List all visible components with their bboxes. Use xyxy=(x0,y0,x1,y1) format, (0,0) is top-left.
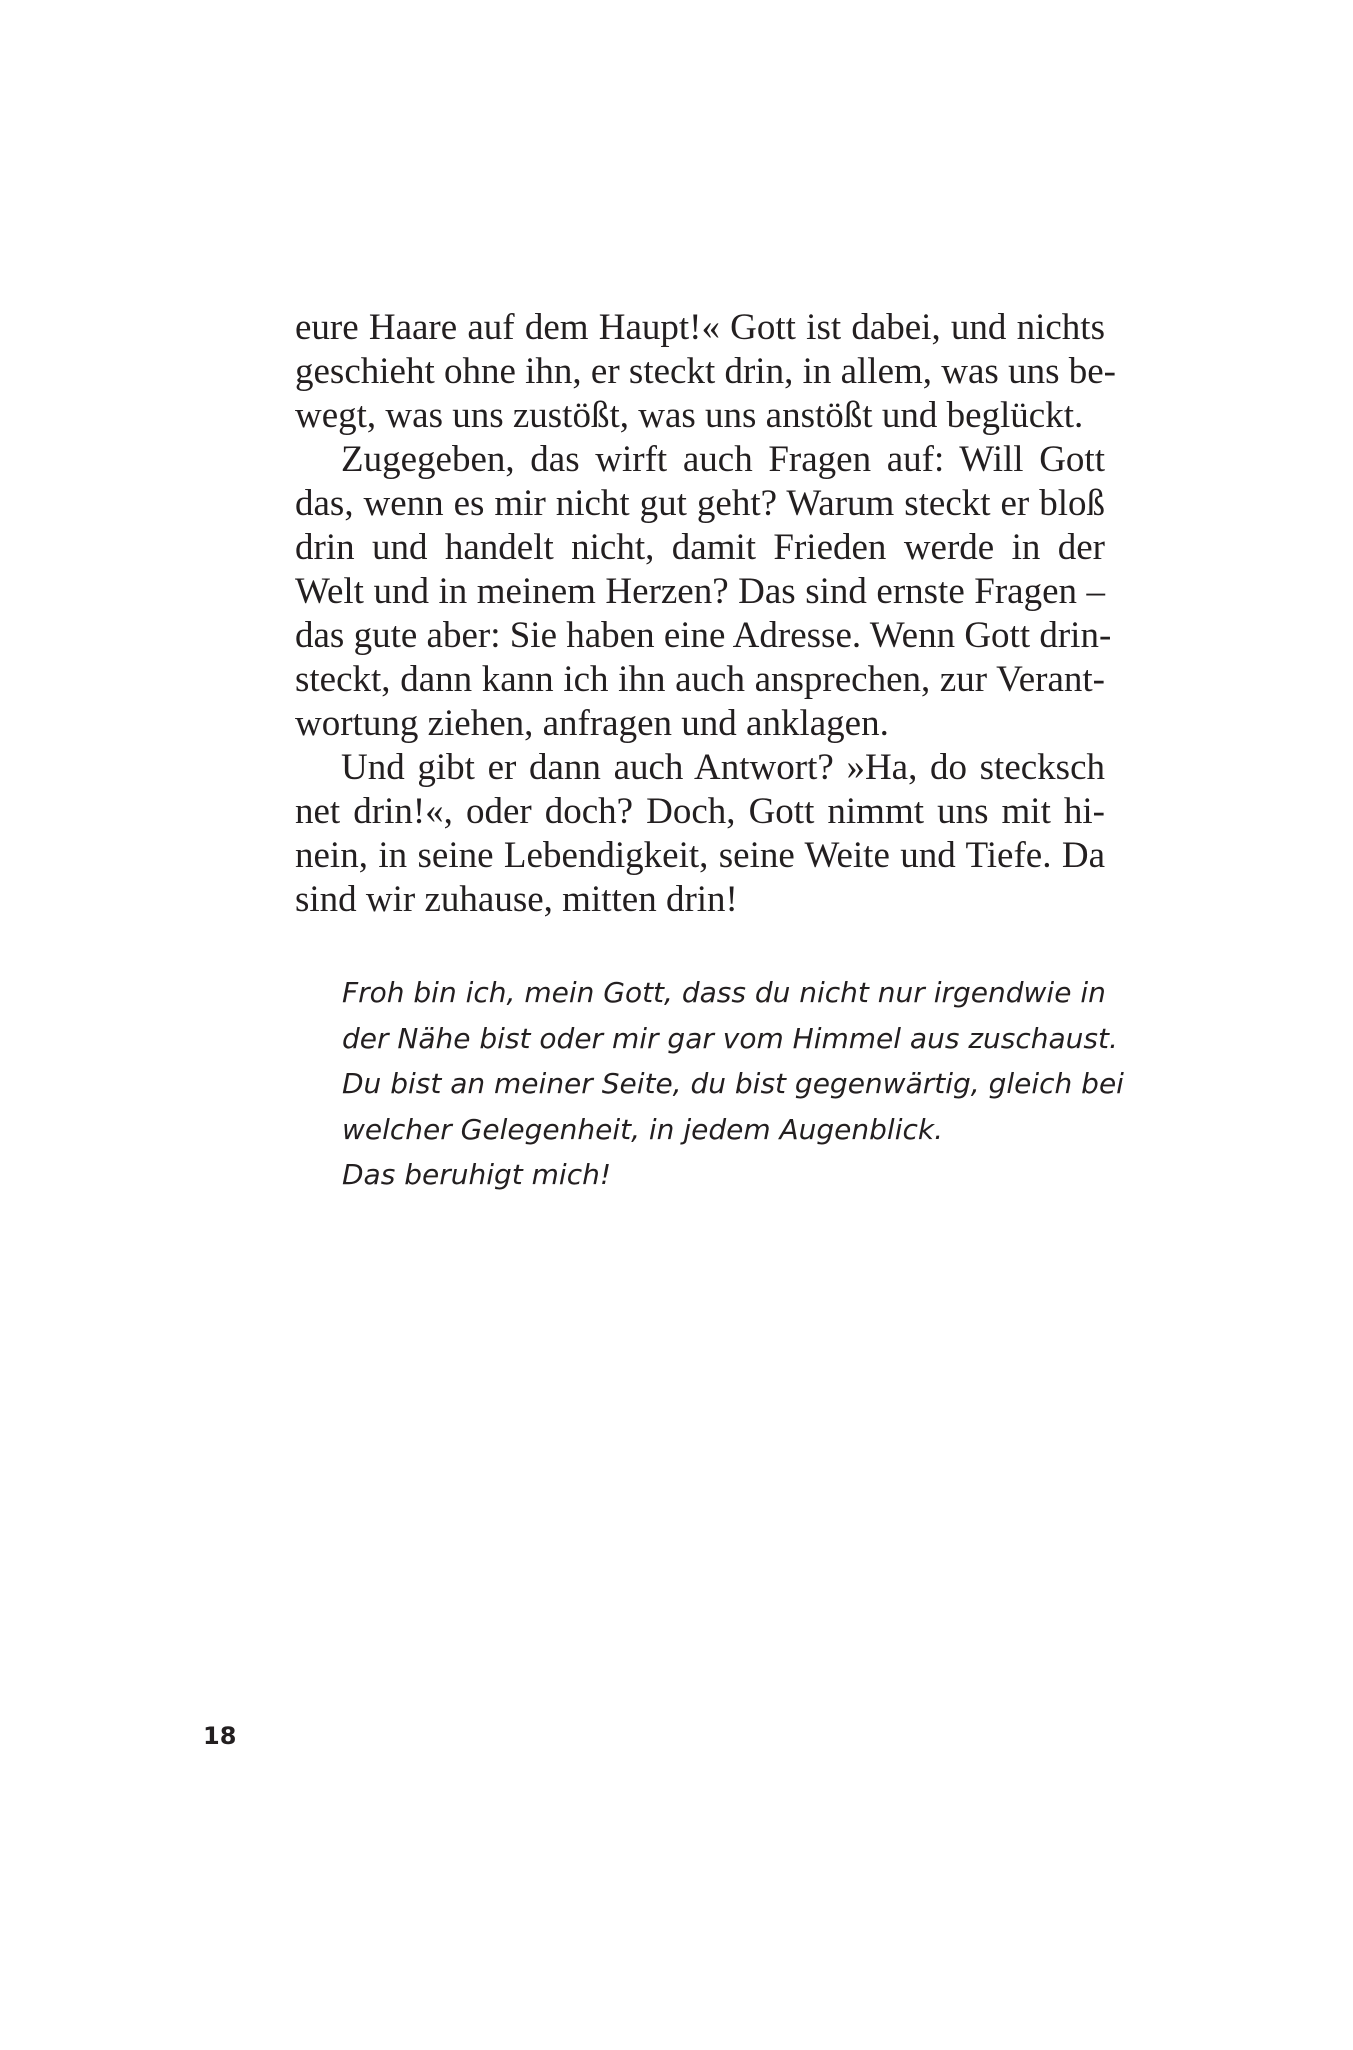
page-number: 18 xyxy=(203,1722,237,1750)
body-line: Welt und in meinem Herzen? Das sind ernste Fragen – xyxy=(295,571,1105,612)
body-line: das, wenn es mir nicht gut geht? Warum steckt er bloß xyxy=(295,483,1105,524)
prayer-line: Das beruhigt mich! xyxy=(342,1158,612,1191)
prayer-block xyxy=(342,970,1124,1198)
body-line: das gute aber: Sie haben eine Adresse. Wenn Gott drin- xyxy=(295,615,1112,656)
body-line: drin und handelt nicht, damit Frieden werde in der xyxy=(295,527,1105,568)
prayer-line: Froh bin ich, mein Gott, dass du nicht nur irgendwie in xyxy=(342,976,1106,1009)
body-line: wortung ziehen, anfragen und anklagen. xyxy=(295,703,889,744)
body-line: wegt, was uns zustößt, was uns anstößt und beglückt. xyxy=(295,395,1084,436)
body-line: net drin!«, oder doch? Doch, Gott nimmt uns mit hi- xyxy=(295,791,1105,832)
prayer-line: der Nähe bist oder mir gar vom Himmel aus zuschaust. xyxy=(342,1021,1118,1055)
prayer-line: Du bist an meiner Seite, du bist gegenwärtig, gleich bei xyxy=(342,1067,1124,1100)
body-line: steckt, dann kann ich ihn auch ansprechen, zur Verant- xyxy=(295,659,1105,700)
body-line: geschieht ohne ihn, er steckt drin, in allem, was uns be- xyxy=(295,351,1116,392)
prayer-line: welcher Gelegenheit, in jedem Augenblick. xyxy=(342,1112,943,1146)
body-line: Zugegeben, das wirft auch Fragen auf: Will Gott xyxy=(341,439,1105,480)
body-line: nein, in seine Lebendigkeit, seine Weite und Tiefe. Da xyxy=(295,835,1105,876)
body-line: eure Haare auf dem Haupt!« Gott ist dabei, und nichts xyxy=(295,307,1105,348)
body-line: Und gibt er dann auch Antwort? »Ha, do stecksch xyxy=(341,747,1105,788)
body-line: sind wir zuhause, mitten drin! xyxy=(295,879,738,920)
body-text xyxy=(295,306,1116,922)
